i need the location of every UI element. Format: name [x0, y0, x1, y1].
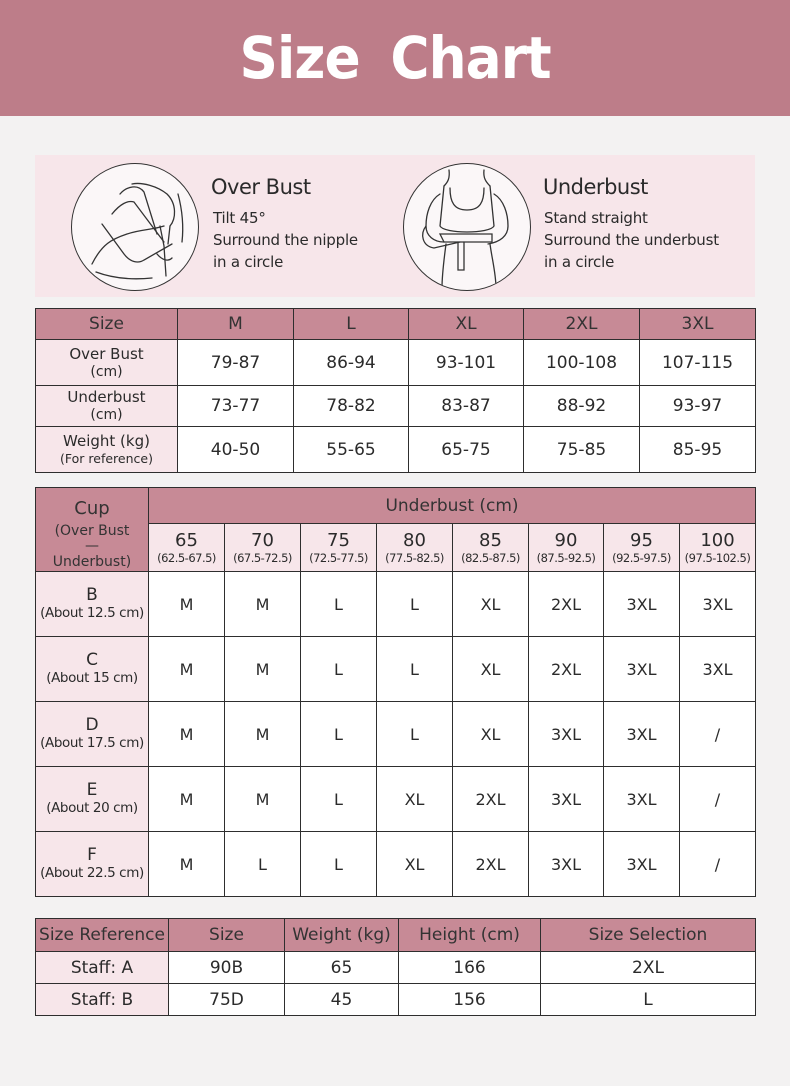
table-row	[36, 952, 756, 984]
underbust-size-cell	[377, 524, 453, 572]
table-cell: M	[149, 637, 225, 702]
size-measurement-table	[35, 308, 756, 473]
cup-letter: F	[87, 845, 97, 865]
table-cell: 2XL	[541, 952, 756, 984]
underbust-size: 90	[554, 529, 578, 551]
staff-label: Staff: B	[36, 984, 169, 1016]
table-cell: 88-92	[524, 386, 640, 427]
table-cell: 107-115	[640, 340, 756, 386]
cup-letter: B	[86, 585, 98, 605]
table-cell: M	[149, 832, 225, 897]
over-bust-instructions	[213, 207, 358, 273]
cup-difference: (About 15 cm)	[46, 670, 138, 686]
underbust-size-cell	[225, 524, 301, 572]
underbust-size-cell	[680, 524, 756, 572]
underbust-size: 100	[700, 529, 735, 551]
table-cell: 3XL	[680, 637, 756, 702]
table-cell: 2XL	[529, 572, 604, 637]
underbust-size-cell	[453, 524, 529, 572]
table-cell: 3XL	[604, 767, 680, 832]
cup-formula-top: (Over Bust	[54, 523, 130, 539]
table-cell: 75D	[169, 984, 285, 1016]
row-label	[36, 386, 178, 427]
table-cell: /	[680, 702, 756, 767]
table-cell: 2XL	[453, 767, 529, 832]
over-bust-step-2: Surround the nipple	[213, 231, 358, 249]
underbust-range: (62.5-67.5)	[157, 550, 216, 565]
header-cell: Weight (kg)	[285, 919, 399, 952]
cup-label	[36, 832, 149, 897]
underbust-step-3: in a circle	[544, 253, 615, 271]
table-cell: 45	[285, 984, 399, 1016]
header-cell: L	[294, 309, 409, 340]
table-cell: 166	[399, 952, 541, 984]
staff-label: Staff: A	[36, 952, 169, 984]
underbust-range: (82.5-87.5)	[461, 550, 520, 565]
cup-letter: C	[86, 650, 98, 670]
header-cell: Size Reference	[36, 919, 169, 952]
table-header-row	[36, 488, 756, 524]
underbust-illustration-icon	[403, 163, 531, 291]
table-cell: L	[377, 637, 453, 702]
table-cell: 93-101	[409, 340, 524, 386]
cup-formula-minus: —	[85, 538, 99, 554]
underbust-range: (92.5-97.5)	[612, 550, 671, 565]
table-cell: XL	[377, 832, 453, 897]
table-row	[36, 767, 756, 832]
table-cell: M	[225, 572, 301, 637]
table-cell: M	[149, 572, 225, 637]
underbust-step-2: Surround the underbust	[544, 231, 719, 249]
underbust-size: 70	[251, 529, 274, 551]
table-cell: 65	[285, 952, 399, 984]
table-cell: XL	[377, 767, 453, 832]
header-cell: Size	[36, 309, 178, 340]
underbust-size-cell	[149, 524, 225, 572]
cup-label	[36, 767, 149, 832]
table-cell: /	[680, 832, 756, 897]
table-row	[36, 832, 756, 897]
row-label	[36, 427, 178, 473]
row-label-unit: (cm)	[90, 407, 123, 423]
table-cell: XL	[453, 702, 529, 767]
table-cell: M	[149, 702, 225, 767]
row-label-note: (For reference)	[60, 450, 153, 466]
size-reference-table	[35, 918, 756, 1016]
table-cell: M	[225, 767, 301, 832]
measurement-guide	[35, 155, 755, 297]
table-cell: 40-50	[178, 427, 294, 473]
over-bust-illustration-icon	[71, 163, 199, 291]
header-cell: Size	[169, 919, 285, 952]
underbust-range: (77.5-82.5)	[385, 550, 444, 565]
underbust-title: Underbust	[543, 175, 648, 199]
cup-corner-header	[36, 488, 149, 572]
table-cell: 2XL	[529, 637, 604, 702]
underbust-range: (97.5-102.5)	[684, 550, 751, 565]
row-label-text: Over Bust	[69, 344, 144, 363]
table-cell: 90B	[169, 952, 285, 984]
cup-size-table	[35, 487, 756, 897]
table-cell: 85-95	[640, 427, 756, 473]
cup-difference: (About 12.5 cm)	[40, 605, 144, 621]
table-cell: L	[377, 702, 453, 767]
underbust-size: 75	[327, 529, 350, 551]
underbust-size: 65	[175, 529, 198, 551]
table-cell: 55-65	[294, 427, 409, 473]
table-header-row	[36, 309, 756, 340]
underbust-range: (72.5-77.5)	[309, 550, 368, 565]
header-cell: XL	[409, 309, 524, 340]
header-cell: Height (cm)	[399, 919, 541, 952]
cup-label	[36, 637, 149, 702]
table-cell: 100-108	[524, 340, 640, 386]
over-bust-step-3: in a circle	[213, 253, 284, 271]
table-cell: L	[377, 572, 453, 637]
table-cell: XL	[453, 572, 529, 637]
header-cell: Size Selection	[541, 919, 756, 952]
underbust-size: 95	[630, 529, 653, 551]
title-banner	[0, 0, 790, 116]
table-cell: 78-82	[294, 386, 409, 427]
table-row	[36, 984, 756, 1016]
header-cell: 2XL	[524, 309, 640, 340]
cup-label	[36, 572, 149, 637]
table-cell: L	[301, 767, 377, 832]
table-cell: 3XL	[529, 767, 604, 832]
underbust-size: 80	[403, 529, 426, 551]
table-row	[36, 386, 756, 427]
table-row	[36, 702, 756, 767]
underbust-size: 85	[479, 529, 502, 551]
table-cell: 65-75	[409, 427, 524, 473]
row-label-text: Underbust	[67, 388, 146, 406]
table-cell: L	[225, 832, 301, 897]
table-cell: 79-87	[178, 340, 294, 386]
guide-underbust	[403, 163, 753, 291]
table-cell: /	[680, 767, 756, 832]
table-cell: 75-85	[524, 427, 640, 473]
cup-letter: D	[85, 715, 99, 735]
table-cell: 3XL	[604, 572, 680, 637]
table-row	[36, 427, 756, 473]
row-label-unit: (cm)	[90, 363, 123, 380]
guide-over-bust	[71, 163, 401, 291]
cup-difference: (About 22.5 cm)	[40, 865, 144, 881]
table-cell: L	[541, 984, 756, 1016]
cup-label	[36, 702, 149, 767]
underbust-size-cell	[301, 524, 377, 572]
table-cell: 2XL	[453, 832, 529, 897]
table-cell: 73-77	[178, 386, 294, 427]
table-cell: 3XL	[680, 572, 756, 637]
cup-difference: (About 17.5 cm)	[40, 735, 144, 751]
underbust-range: (67.5-72.5)	[233, 550, 292, 565]
table-cell: 3XL	[529, 702, 604, 767]
underbust-size-cell	[529, 524, 604, 572]
page-title: Size Chart	[239, 24, 551, 92]
header-cell: 3XL	[640, 309, 756, 340]
cup-formula-bottom: Underbust)	[52, 554, 132, 570]
table-cell: L	[301, 637, 377, 702]
underbust-group-header: Underbust (cm)	[149, 488, 756, 524]
table-cell: 3XL	[604, 702, 680, 767]
table-cell: 156	[399, 984, 541, 1016]
table-cell: 86-94	[294, 340, 409, 386]
cup-difference: (About 20 cm)	[46, 800, 138, 816]
underbust-range: (87.5-92.5)	[536, 550, 596, 565]
underbust-instructions	[544, 207, 719, 273]
table-cell: 3XL	[529, 832, 604, 897]
header-cell: M	[178, 309, 294, 340]
table-cell: L	[301, 572, 377, 637]
table-row	[36, 637, 756, 702]
row-label-text: Weight (kg)	[63, 431, 150, 450]
over-bust-step-1: Tilt 45°	[213, 209, 266, 227]
table-header-row	[36, 919, 756, 952]
underbust-size-cell	[604, 524, 680, 572]
underbust-step-1: Stand straight	[544, 209, 648, 227]
table-cell: M	[225, 702, 301, 767]
table-cell: XL	[453, 637, 529, 702]
table-cell: 3XL	[604, 637, 680, 702]
table-cell: L	[301, 702, 377, 767]
table-cell: M	[149, 767, 225, 832]
over-bust-title: Over Bust	[211, 175, 311, 199]
table-cell: 93-97	[640, 386, 756, 427]
table-cell: 83-87	[409, 386, 524, 427]
row-label	[36, 340, 178, 386]
table-cell: 3XL	[604, 832, 680, 897]
cup-letter: E	[86, 780, 98, 800]
table-row	[36, 572, 756, 637]
table-cell: M	[225, 637, 301, 702]
table-cell: L	[301, 832, 377, 897]
cup-title: Cup	[74, 498, 110, 519]
table-row	[36, 340, 756, 386]
